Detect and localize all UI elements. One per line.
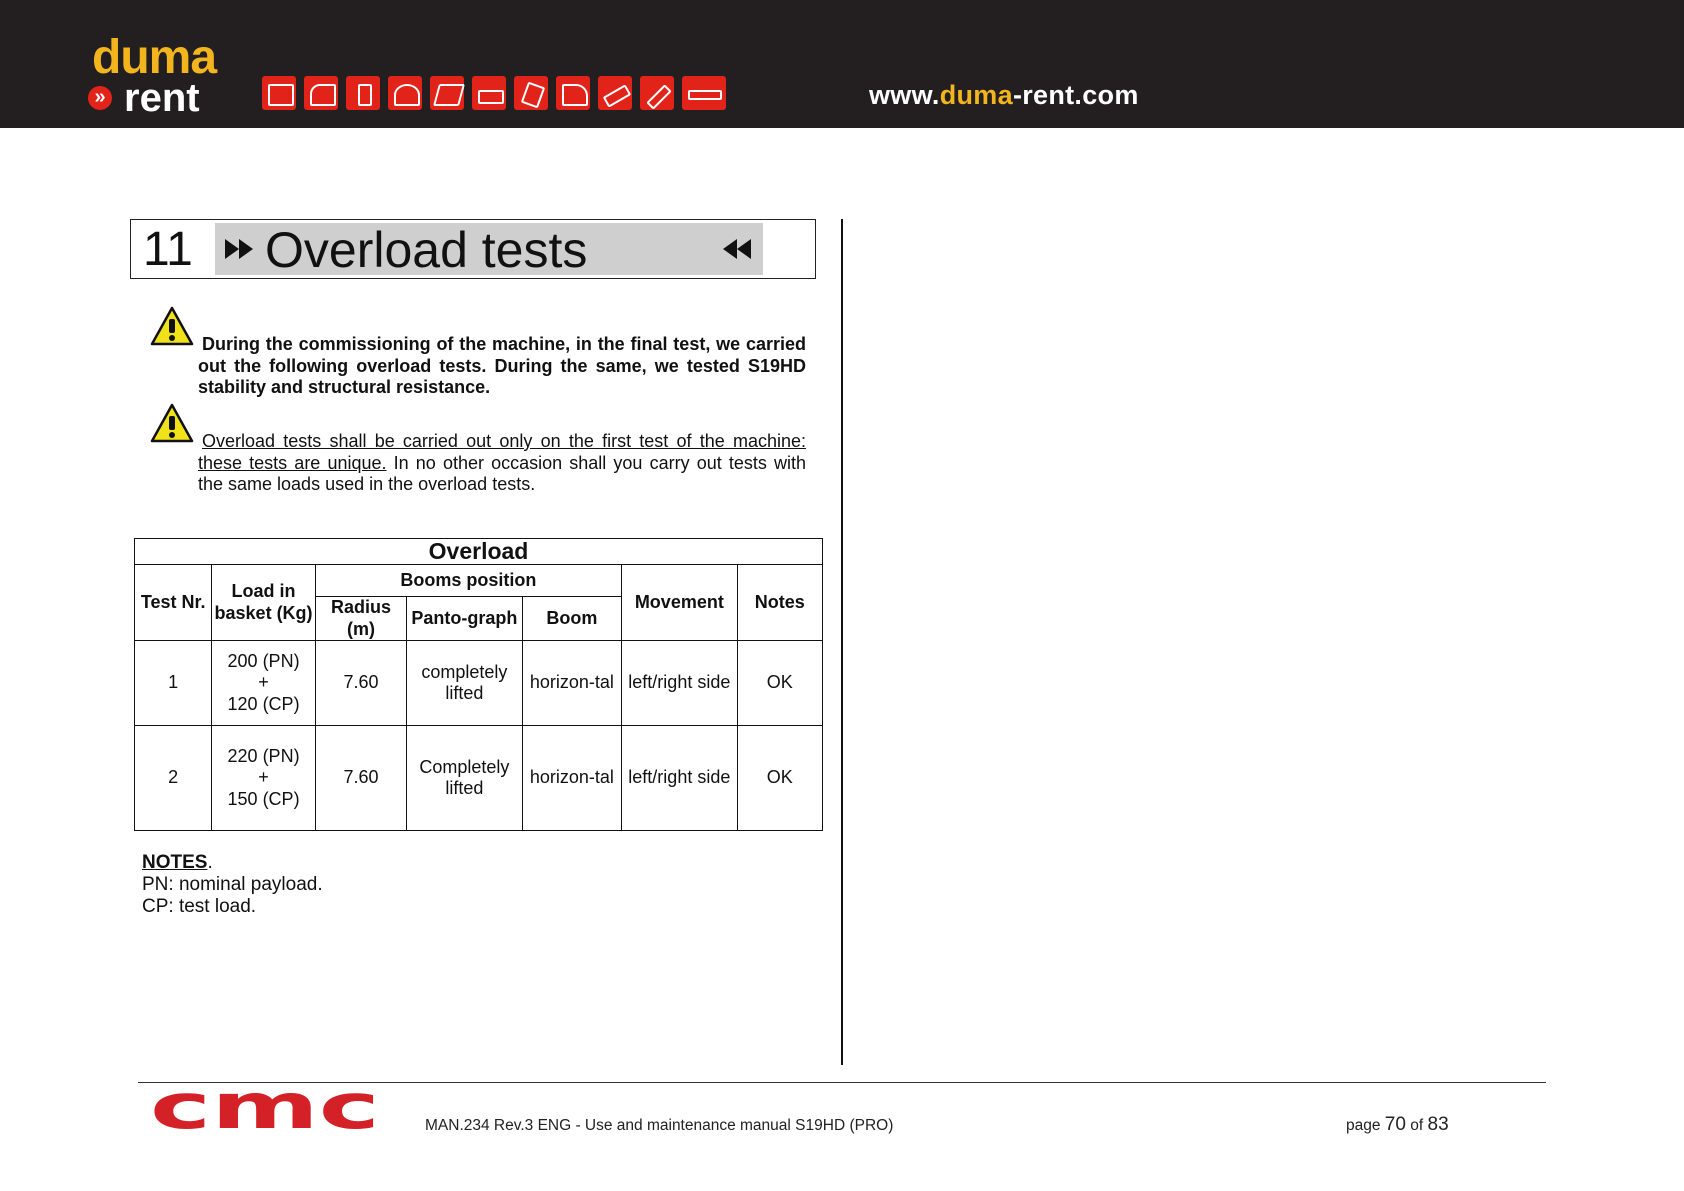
notes-heading-dot: .: [207, 852, 213, 873]
telehandler-icon: [598, 76, 632, 110]
warning-paragraph-1: During the commissioning of the machine, in the final test, we carried out the following overload tests. During the same, we tested S19HD stability and structural resistance.: [198, 334, 806, 397]
cell-radius: 7.60: [315, 641, 406, 726]
website-suffix: -rent.com: [1012, 80, 1139, 110]
load-plus: +: [258, 767, 269, 788]
overload-table: [134, 538, 823, 831]
spider-lift-icon: [682, 76, 726, 110]
load-pn: 220 (PN): [227, 745, 300, 766]
page-of-label: of: [1410, 1117, 1424, 1134]
warning-rest-text: In no other occasion shall you carry out tests with the same loads used in the overload tests.: [198, 452, 806, 494]
cell-movement: left/right side: [622, 726, 738, 831]
website-link[interactable]: [869, 80, 1139, 111]
cmc-logo: [150, 1086, 380, 1132]
header-load: Load in basket (Kg): [212, 565, 315, 641]
warning-icon: [150, 403, 194, 443]
cell-pantograph: Completely lifted: [407, 726, 523, 831]
column-divider: [841, 219, 843, 1065]
notes-heading: NOTES: [142, 852, 208, 873]
warning-underlined-text: Overload tests shall be carried out only on the first test of the machine: these tests are unique.: [198, 431, 806, 473]
crane-icon: [514, 76, 548, 110]
load-plus: +: [258, 672, 269, 693]
header-pantograph: Panto-graph: [407, 597, 523, 641]
cell-notes: OK: [737, 726, 822, 831]
website-accent: duma: [939, 80, 1013, 110]
header-radius: Radius (m): [315, 597, 406, 641]
fast-forward-icon: [223, 237, 259, 261]
machine-icons-strip: [262, 76, 726, 110]
table-caption: Overload: [135, 539, 823, 565]
warning-paragraph-2: [198, 431, 806, 496]
cell-movement: left/right side: [622, 641, 738, 726]
header-band: [0, 0, 1684, 128]
logo-bottom-text: rent: [124, 76, 200, 120]
notes-block: [142, 852, 323, 918]
compactor-icon: [472, 76, 506, 110]
cell-test: 2: [135, 726, 212, 831]
footer-rule: [138, 1082, 1546, 1083]
cmc-logo-text: cmc: [150, 1086, 380, 1132]
load-pn: 200 (PN): [227, 650, 300, 671]
page-number: 70: [1384, 1114, 1406, 1135]
page-total: 83: [1427, 1114, 1449, 1135]
section-number: 11: [143, 223, 193, 276]
manual-reference: MAN.234 Rev.3 ENG - Use and maintenance manual S19HD (PRO): [425, 1117, 894, 1134]
cell-load: [212, 641, 315, 726]
aerial-platform-icon: [640, 76, 674, 110]
warning-icon: [150, 306, 194, 346]
logo-top-text: duma: [92, 31, 217, 84]
page-indicator: [1346, 1114, 1449, 1136]
load-cp: 120 (CP): [227, 693, 300, 714]
logo-arrow-icon: »: [88, 86, 112, 110]
section-title-box: [130, 219, 816, 279]
rewind-icon: [717, 237, 753, 261]
header-movement: Movement: [622, 565, 738, 641]
header-test-nr: Test Nr.: [135, 565, 212, 641]
page-label: page: [1346, 1117, 1381, 1134]
backhoe-icon: [430, 76, 464, 110]
cell-radius: 7.60: [315, 726, 406, 831]
duma-rent-logo[interactable]: [92, 31, 242, 120]
forklift-icon: [304, 76, 338, 110]
header-booms-position: Booms position: [315, 565, 621, 597]
cell-load: [212, 726, 315, 831]
website-prefix: www.: [869, 80, 940, 110]
section-title: Overload tests: [265, 222, 588, 278]
cell-pantograph: completely lifted: [407, 641, 523, 726]
notes-line-pn: PN: nominal payload.: [142, 874, 323, 895]
cell-test: 1: [135, 641, 212, 726]
cell-boom: horizon-tal: [522, 726, 621, 831]
scissor-lift-icon: [346, 76, 380, 110]
section-title-bar: [215, 222, 763, 278]
mini-excavator-icon: [388, 76, 422, 110]
notes-line-cp: CP: test load.: [142, 896, 257, 917]
load-cp: 150 (CP): [227, 788, 300, 809]
excavator-icon: [556, 76, 590, 110]
skid-steer-icon: [262, 76, 296, 110]
cell-boom: horizon-tal: [522, 641, 621, 726]
cell-notes: OK: [737, 641, 822, 726]
header-notes: Notes: [737, 565, 822, 641]
header-boom: Boom: [522, 597, 621, 641]
